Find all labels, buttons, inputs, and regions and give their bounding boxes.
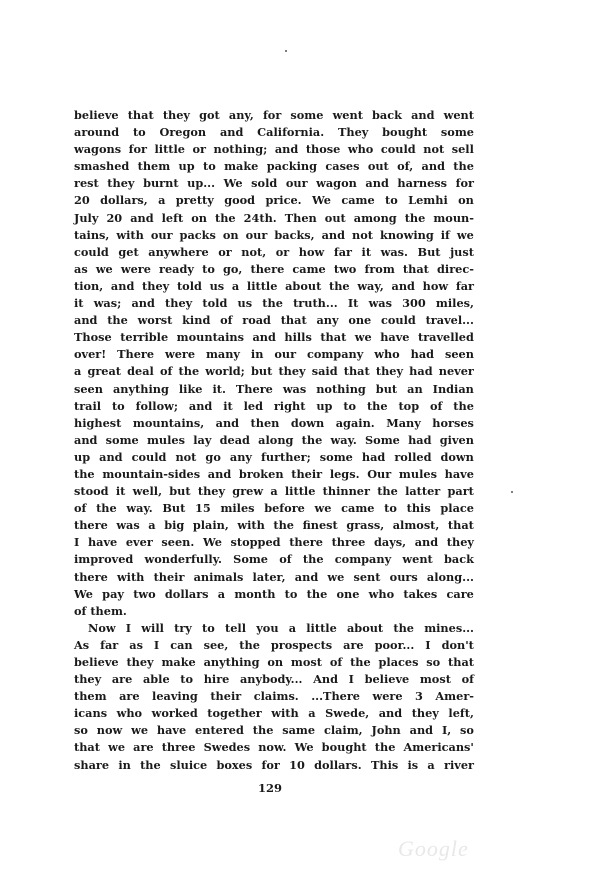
text-line: icans who worked together with a Swede, and they left, bbox=[74, 706, 474, 721]
text-line: stood it well, but they grew a little thinner the latter part bbox=[74, 484, 474, 499]
top-speck-mark bbox=[285, 50, 287, 52]
body-text bbox=[74, 107, 474, 774]
text-line: As far as I can see, the prospects are poor... I don't bbox=[74, 637, 474, 652]
text-line: rest they burnt up... We sold our wagon and harness for bbox=[74, 176, 474, 191]
text-line: share in the sluice boxes for 10 dollars. This is a river bbox=[74, 757, 474, 772]
text-line: up and could not go any further; some had rolled down bbox=[74, 449, 474, 464]
text-line: and some mules lay dead along the way. Some had given bbox=[74, 432, 474, 447]
text-line: them are leaving their claims. ...There were 3 Amer- bbox=[74, 689, 474, 704]
text-line: highest mountains, and then down again. Many horses bbox=[74, 415, 474, 430]
text-line: trail to follow; and it led right up to the top of the bbox=[74, 398, 474, 413]
text-line: tains, with our packs on our backs, and not knowing if we bbox=[74, 227, 474, 242]
text-line: a great deal of the world; but they said that they had never bbox=[74, 364, 474, 379]
text-line: We pay two dollars a month to the one who takes care bbox=[74, 586, 474, 601]
page-number: 129 bbox=[257, 781, 282, 795]
text-line: they are able to hire anybody... And I believe most of bbox=[74, 672, 474, 687]
text-line: believe they make anything on most of the places so that bbox=[74, 655, 474, 669]
margin-speck-mark bbox=[511, 491, 513, 493]
text-line: the mountain-sides and broken their legs. Our mules have bbox=[74, 466, 474, 481]
text-line: so now we have entered the same claim, John and I, so bbox=[74, 723, 474, 738]
text-line: seen anything like it. There was nothing but an Indian bbox=[74, 381, 474, 396]
text-line: of the way. But 15 miles before we came to this place bbox=[74, 501, 474, 516]
text-line: I have ever seen. We stopped there three days, and they bbox=[74, 535, 474, 550]
text-line: tion, and they told us a little about the way, and how far bbox=[74, 278, 474, 293]
text-line: July 20 and left on the 24th. Then out among the moun- bbox=[74, 210, 474, 225]
text-line: as we were ready to go, there came two from that direc- bbox=[74, 261, 474, 276]
text-line: there with their animals later, and we sent ours along... bbox=[74, 569, 474, 584]
text-line: smashed them up to make packing cases out of, and the bbox=[74, 159, 474, 174]
text-line: Now I will try to tell you a little about the mines... bbox=[88, 620, 474, 635]
text-line: it was; and they told us the truth... It was 300 miles, bbox=[74, 296, 474, 311]
text-line: and the worst kind of road that any one could travel... bbox=[74, 313, 474, 328]
text-line: over! There were many in our company who had seen bbox=[74, 347, 474, 362]
google-watermark: Google bbox=[398, 836, 469, 861]
text-line: wagons for little or nothing; and those who could not sell bbox=[74, 142, 474, 157]
text-line: that we are three Swedes now. We bought the Americans' bbox=[74, 740, 474, 755]
text-line: there was a big plain, with the finest grass, almost, that bbox=[74, 518, 474, 533]
text-line: could get anywhere or not, or how far it was. But just bbox=[74, 244, 474, 259]
text-line: of them. bbox=[74, 603, 127, 618]
text-line: around to Oregon and California. They bought some bbox=[74, 125, 474, 140]
text-line: 20 dollars, a pretty good price. We came to Lemhi on bbox=[74, 193, 474, 208]
text-line: believe that they got any, for some went back and went bbox=[74, 108, 474, 122]
text-line: Those terrible mountains and hills that we have travelled bbox=[74, 330, 474, 345]
text-line: improved wonderfully. Some of the company went back bbox=[74, 552, 474, 567]
